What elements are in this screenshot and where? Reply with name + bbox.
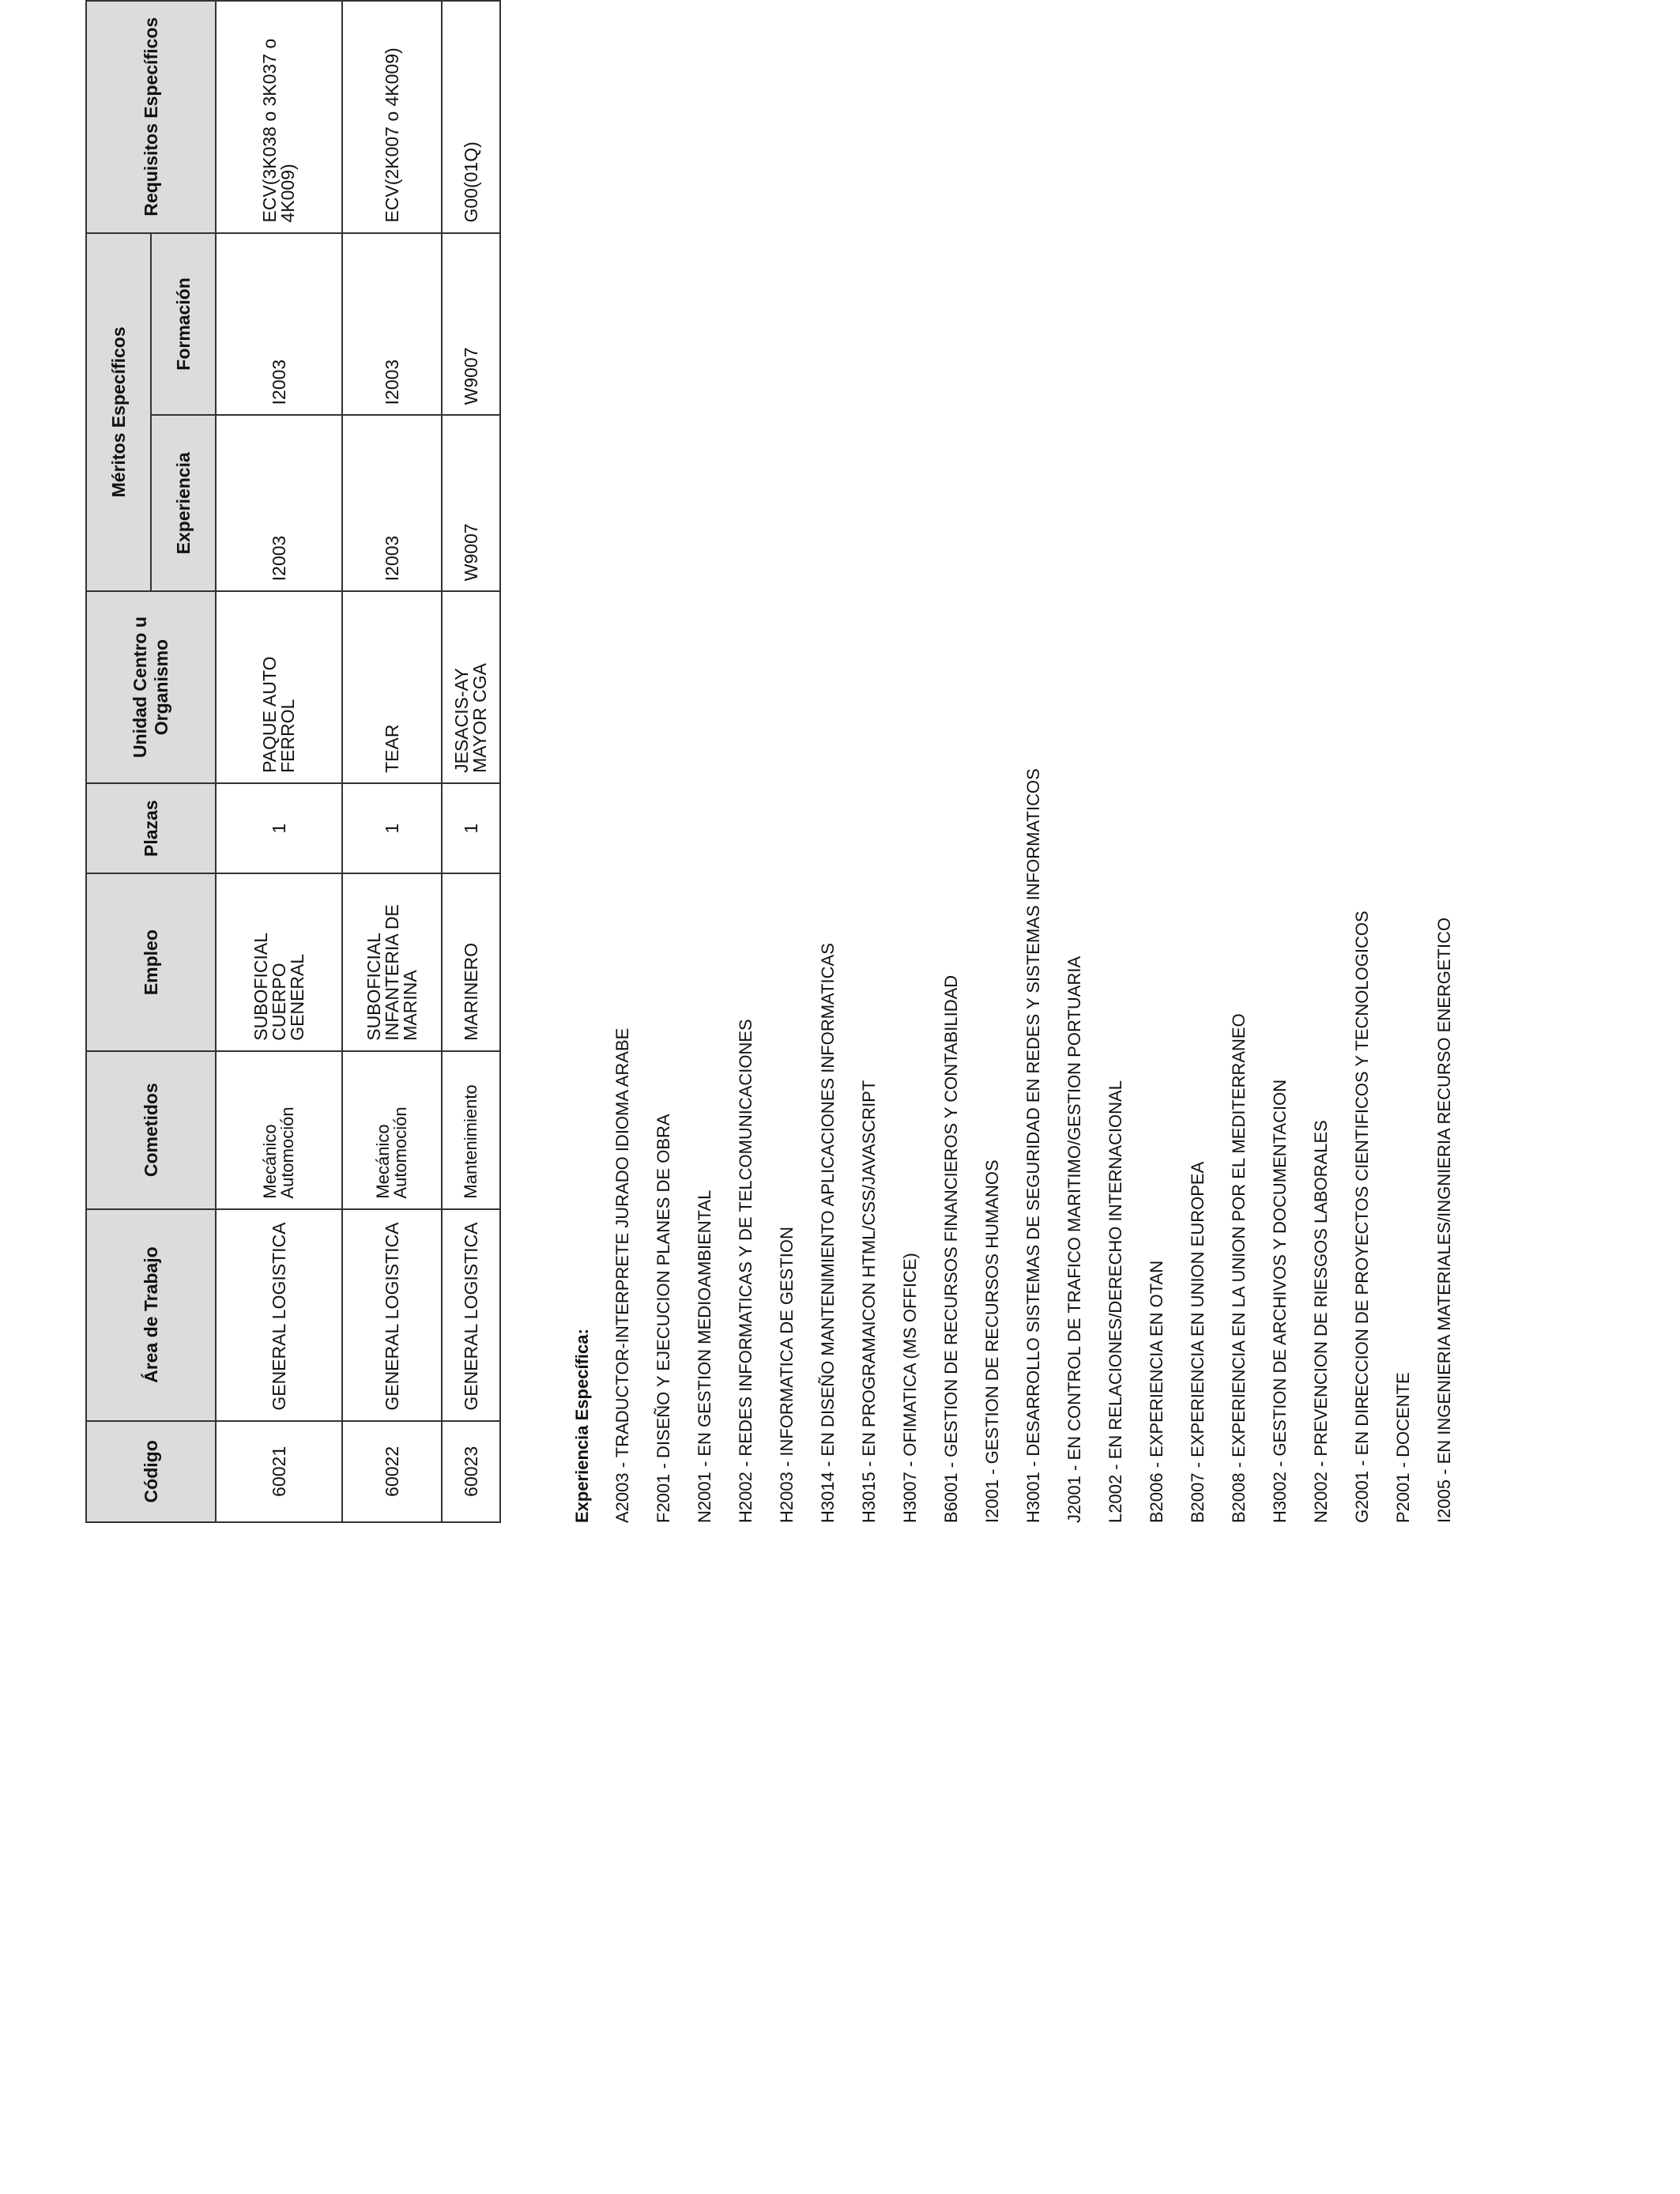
header-unidad: Unidad Centro u Organismo: [86, 591, 216, 783]
header-formacion: Formación: [151, 233, 216, 416]
header-experiencia: Experiencia: [151, 415, 216, 591]
cell-empleo: SUBOFICIAL INFANTERIA DE MARINA: [342, 873, 442, 1050]
table-row: [216, 1, 342, 1522]
legend-item: H3007 - OFIMATICA (MS OFFICE): [900, 1253, 920, 1523]
legend-item: L2002 - EN RELACIONES/DERECHO INTERNACIONAL: [1106, 1080, 1125, 1523]
cell-area: GENERAL LOGISTICA: [342, 1209, 442, 1421]
legend-item: B2006 - EXPERIENCIA EN OTAN: [1147, 1260, 1166, 1523]
legend-item: F2001 - DISEÑO Y EJECUCION PLANES DE OBRA: [654, 1114, 673, 1523]
cell-experiencia: I2003: [216, 415, 342, 591]
legend-item: B2007 - EXPERIENCIA EN UNION EUROPEA: [1188, 1161, 1207, 1523]
experience-legend: [563, 21, 1465, 1523]
legend-item: I2005 - EN INGENIERIA MATERIALES/INGNIERIA RECURSO ENERGETICO: [1434, 917, 1454, 1523]
cell-unidad: PAQUE AUTO FERROL: [216, 591, 342, 783]
header-meritos: Méritos Específicos: [86, 233, 151, 592]
legend-item: G2001 - EN DIRECCION DE PROYECTOS CIENTIFICOS Y TECNOLOGICOS: [1352, 910, 1372, 1523]
cell-formacion: I2003: [216, 233, 342, 416]
cell-codigo: 60023: [442, 1421, 500, 1522]
cell-empleo: MARINERO: [442, 873, 500, 1050]
cell-requisitos: ECV(2K007 o 4K009): [342, 1, 442, 233]
table-row: [442, 1, 500, 1522]
cell-area: GENERAL LOGISTICA: [442, 1209, 500, 1421]
legend-item: H2003 - INFORMATICA DE GESTION: [777, 1227, 797, 1523]
legend-item: B2008 - EXPERIENCIA EN LA UNION POR EL MEDITERRANEO: [1229, 1013, 1249, 1523]
cell-area: GENERAL LOGISTICA: [216, 1209, 342, 1421]
cell-formacion: W9007: [442, 233, 500, 416]
legend-item: H2002 - REDES INFORMATICAS Y DE TELCOMUNICACIONES: [736, 1019, 755, 1523]
header-codigo: Código: [86, 1421, 216, 1522]
cell-plazas: 1: [216, 783, 342, 874]
legend-item: H3015 - EN PROGRAMAICON HTML/CSS/JAVASCRIPT: [859, 1080, 879, 1523]
header-area: Área de Trabajo: [86, 1209, 216, 1421]
jobs-table: [85, 0, 501, 1523]
cell-experiencia: W9007: [442, 415, 500, 591]
legend-item: A2003 - TRADUCTOR-INTERPRETE JURADO IDIOMA ARABE: [612, 1027, 632, 1523]
table-row: [342, 1, 442, 1522]
header-empleo: Empleo: [86, 873, 216, 1050]
cell-experiencia: I2003: [342, 415, 442, 591]
cell-cometidos: Mecánico Automoción: [216, 1051, 342, 1209]
legend-item: P2001 - DOCENTE: [1393, 1372, 1413, 1523]
cell-cometidos: Mecánico Automoción: [342, 1051, 442, 1209]
header-requisitos: Requisitos Específicos: [86, 1, 216, 233]
legend-item: H3001 - DESARROLLO SISTEMAS DE SEGURIDAD EN REDES Y SISTEMAS INFORMATICOS: [1023, 768, 1043, 1523]
legend-item: N2002 - PREVENCION DE RIESGOS LABORALES: [1311, 1120, 1331, 1523]
header-plazas: Plazas: [86, 783, 216, 874]
cell-codigo: 60021: [216, 1421, 342, 1522]
cell-formacion: I2003: [342, 233, 442, 416]
cell-cometidos: Mantenimiento: [442, 1051, 500, 1209]
cell-empleo: SUBOFICIAL CUERPO GENERAL: [216, 873, 342, 1050]
legend-item: H3014 - EN DISEÑO MANTENIMIENTO APLICACIONES INFORMATICAS: [818, 943, 838, 1523]
legend-item: I2001 - GESTION DE RECURSOS HUMANOS: [982, 1159, 1002, 1523]
cell-unidad: JESACIS-AY MAYOR CGA: [442, 591, 500, 783]
cell-codigo: 60022: [342, 1421, 442, 1522]
cell-plazas: 1: [442, 783, 500, 874]
legend-item: N2001 - EN GESTION MEDIOAMBIENTAL: [695, 1189, 714, 1523]
legend-item: B6001 - GESTION DE RECURSOS FINANCIEROS Y CONTABILIDAD: [941, 974, 961, 1523]
header-cometidos: Cometidos: [86, 1051, 216, 1209]
cell-plazas: 1: [342, 783, 442, 874]
legend-item: H3002 - GESTION DE ARCHIVOS Y DOCUMENTACION: [1270, 1079, 1290, 1523]
cell-unidad: TEAR: [342, 591, 442, 783]
legend-title: Experiencia Específica:: [572, 1329, 592, 1523]
cell-requisitos: G00(01Q): [442, 1, 500, 233]
cell-requisitos: ECV(3K038 o 3K037 o 4K009): [216, 1, 342, 233]
legend-item: J2001 - EN CONTROL DE TRAFICO MARITIMO/GESTION PORTUARIA: [1064, 956, 1084, 1523]
